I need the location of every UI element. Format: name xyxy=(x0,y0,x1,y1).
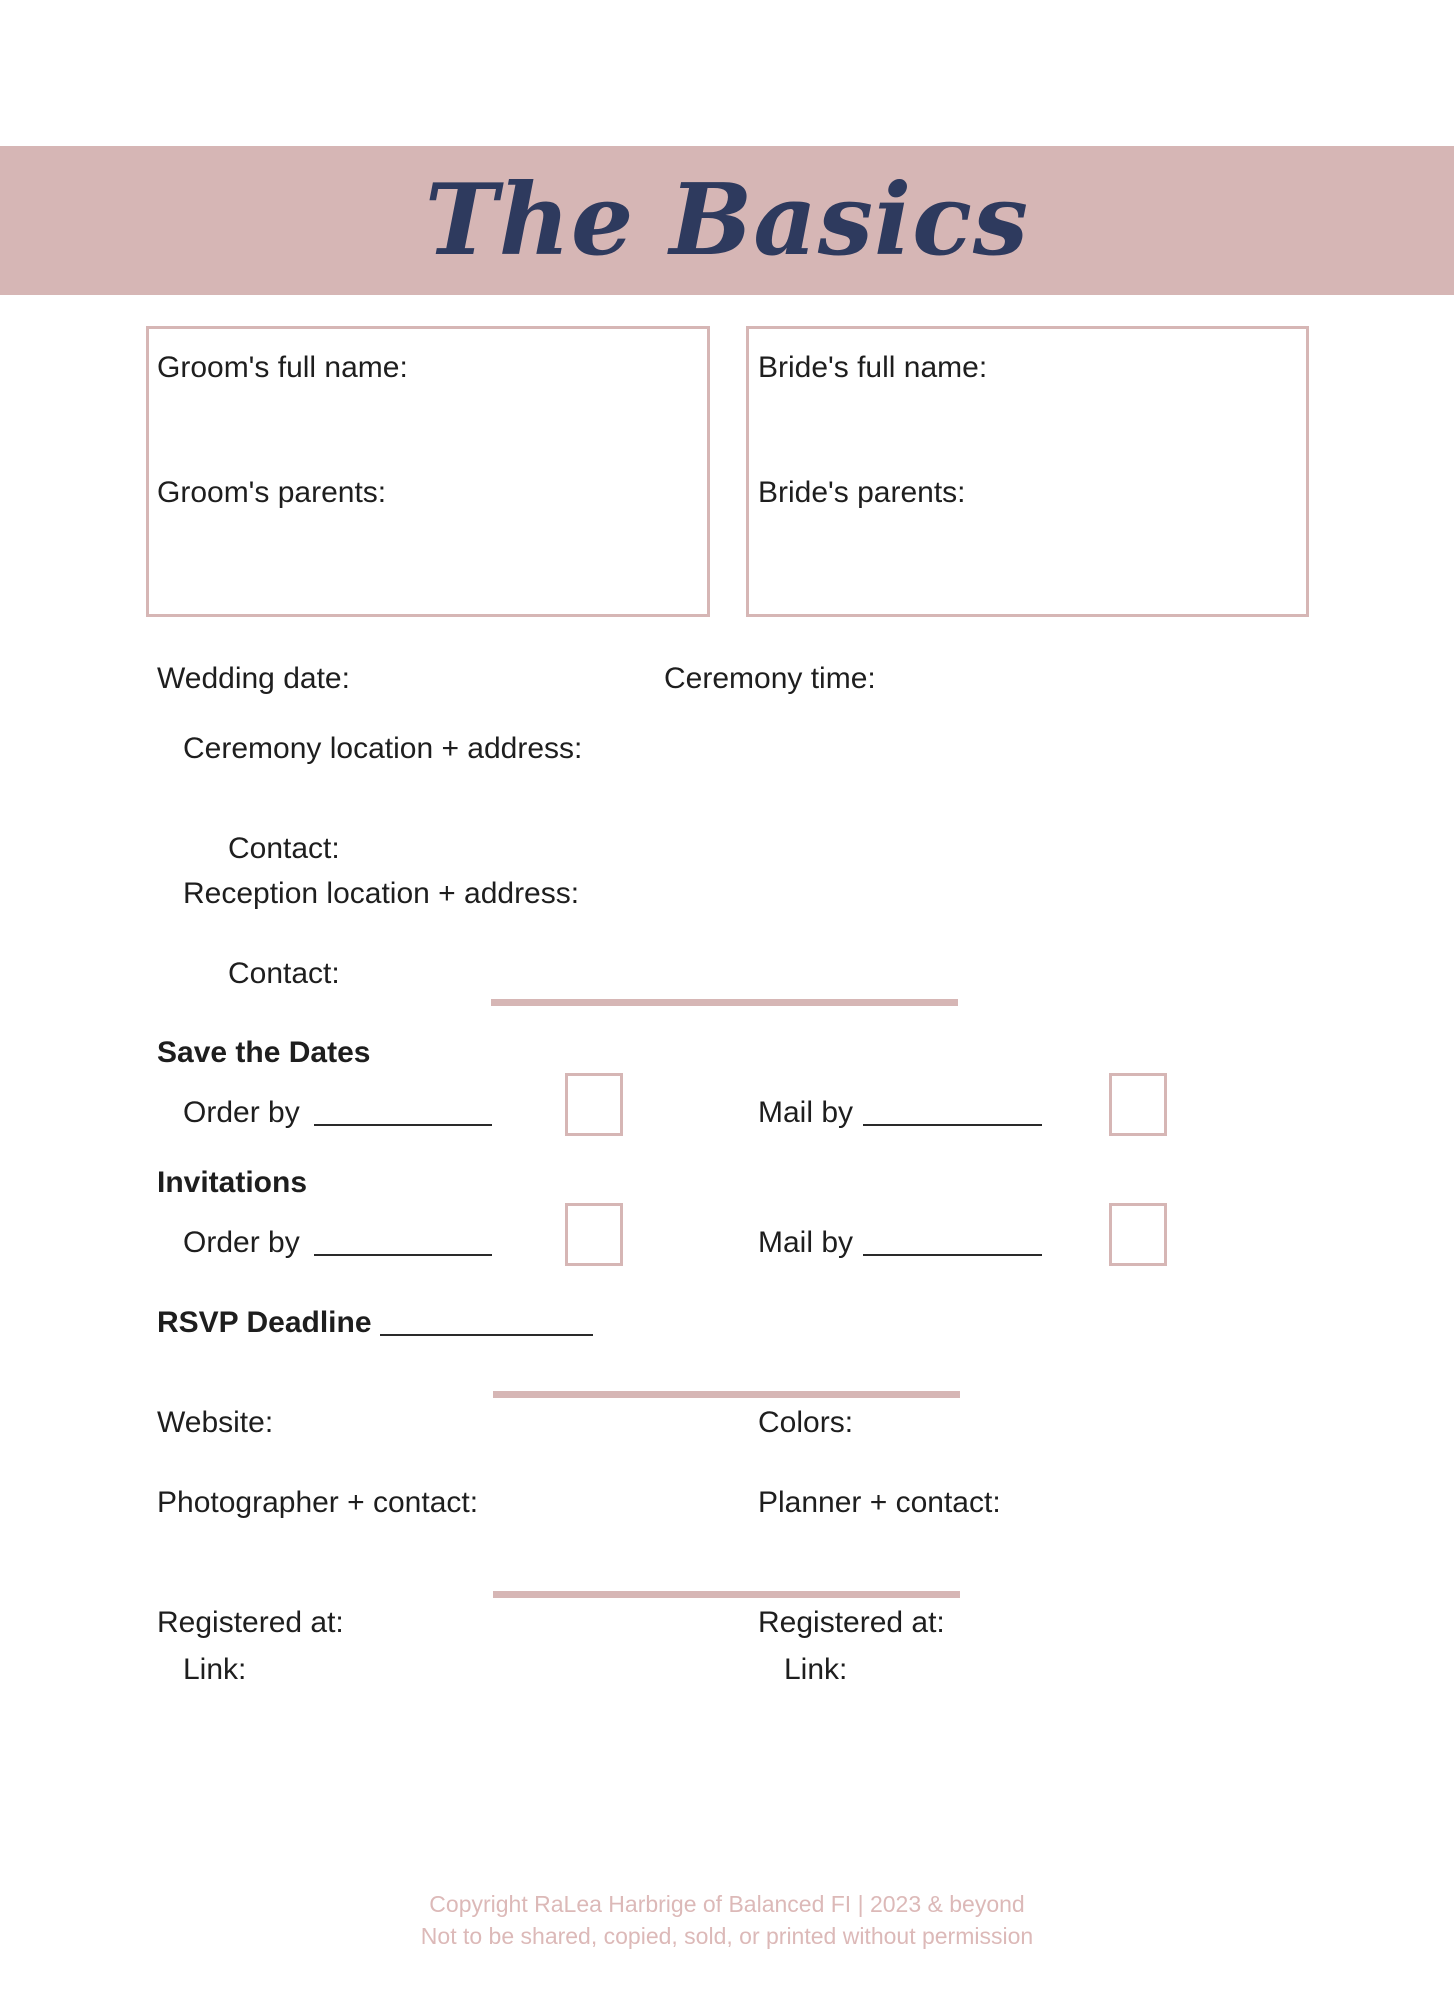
bride-parents-label: Bride's parents: xyxy=(758,476,966,509)
registry-left-link-label: Link: xyxy=(183,1653,247,1686)
inv-order-by-line xyxy=(314,1254,492,1256)
bride-full-name-label: Bride's full name: xyxy=(758,351,988,384)
wedding-date-label: Wedding date: xyxy=(157,662,350,695)
page-title: The Basics xyxy=(424,163,1030,278)
invitations-heading: Invitations xyxy=(157,1166,308,1199)
std-order-checkbox[interactable] xyxy=(565,1073,623,1136)
photographer-label: Photographer + contact: xyxy=(157,1486,479,1519)
std-order-by-label: Order by xyxy=(183,1096,300,1129)
colors-label: Colors: xyxy=(758,1406,854,1439)
website-label: Website: xyxy=(157,1406,274,1439)
section-divider-3 xyxy=(493,1591,960,1598)
ceremony-location-label: Ceremony location + address: xyxy=(183,732,583,765)
registry-left-label: Registered at: xyxy=(157,1606,344,1639)
inv-mail-checkbox[interactable] xyxy=(1109,1203,1167,1266)
save-the-dates-heading: Save the Dates xyxy=(157,1036,371,1069)
ceremony-contact-label: Contact: xyxy=(228,832,340,865)
footer-permission: Not to be shared, copied, sold, or printed without permission xyxy=(420,1923,1034,1949)
std-order-by-line xyxy=(314,1124,492,1126)
registry-right-link-label: Link: xyxy=(784,1653,848,1686)
inv-order-by-label: Order by xyxy=(183,1226,300,1259)
section-divider-2 xyxy=(493,1391,960,1398)
reception-contact-label: Contact: xyxy=(228,957,340,990)
ceremony-time-label: Ceremony time: xyxy=(664,662,876,695)
footer-copyright: Copyright RaLea Harbrige of Balanced FI | 2023 & beyond xyxy=(429,1891,1025,1917)
reception-location-label: Reception location + address: xyxy=(183,877,580,910)
section-divider-1 xyxy=(491,999,958,1006)
inv-mail-by-line xyxy=(863,1254,1042,1256)
inv-mail-by-label: Mail by xyxy=(758,1226,854,1259)
registry-right-label: Registered at: xyxy=(758,1606,945,1639)
rsvp-deadline-label: RSVP Deadline xyxy=(157,1306,372,1339)
groom-parents-label: Groom's parents: xyxy=(157,476,387,509)
inv-order-checkbox[interactable] xyxy=(565,1203,623,1266)
std-mail-by-line xyxy=(863,1124,1042,1126)
std-mail-checkbox[interactable] xyxy=(1109,1073,1167,1136)
groom-full-name-label: Groom's full name: xyxy=(157,351,408,384)
rsvp-deadline-line xyxy=(380,1334,593,1336)
std-mail-by-label: Mail by xyxy=(758,1096,854,1129)
planner-label: Planner + contact: xyxy=(758,1486,1001,1519)
